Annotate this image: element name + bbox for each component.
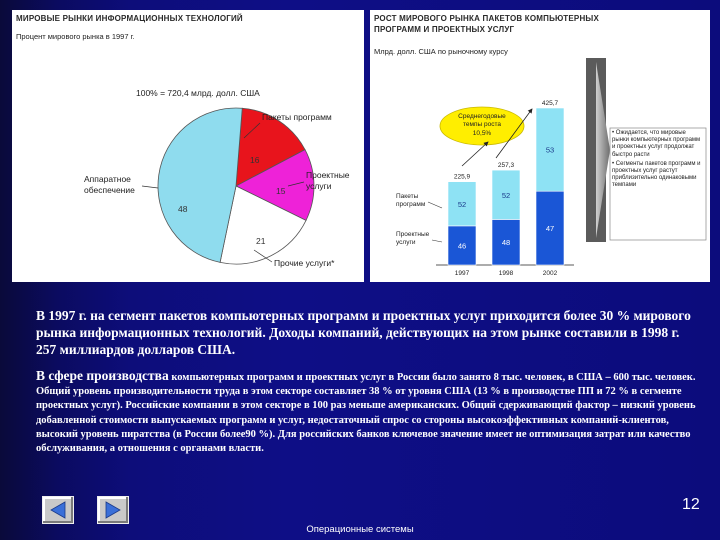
pie-label-software: Пакеты программ <box>262 112 332 122</box>
right-chart-title-2: ПРОГРАММ И ПРОЕКТНЫХ УСЛУГ <box>374 25 515 34</box>
arrow-right-icon <box>98 497 128 523</box>
growth-label-2: темпы роста <box>463 121 501 128</box>
russia-paragraph-body: компьютерных программ и проектных услуг в России было занято 8 тыс. человек, в США – 600 тыс. человек. Общий уровень производительности труда в этом секторе составляет 38 % от уровня США (13 % в производстве ПП и 72 % в сегменте проектных услуг). Российские компании в этом секторе в 100 раз меньше американских. Общий сдерживающий фактор – низкий уровень добавленной стоимости выпускаемых программ и услуг, недостаточный спрос со стороны высокоэффективных компаний-клиентов, высокий уровень пиратства (в России более90 %). Для российских банков ключевое значение имеет не оптимизация затрат или качество обслуживания, а отношения с органами власти. <box>36 372 696 455</box>
pie-label-services-2: услуги <box>306 181 332 191</box>
bar-software-value-1997: 52 <box>457 199 467 209</box>
notes-list <box>612 130 704 190</box>
pie-value-software: 16 <box>250 155 260 165</box>
note-2: • Сегменты пакетов программ и проектных услуг растут приблизительно одинаковыми темпами <box>612 160 701 189</box>
left-chart-title: МИРОВЫЕ РЫНКИ ИНФОРМАЦИОННЫХ ТЕХНОЛОГИЙ <box>16 14 243 23</box>
next-slide-button[interactable] <box>97 496 129 524</box>
legend-software-1: Пакеты <box>396 193 419 200</box>
pie-value-other: 21 <box>256 236 266 246</box>
note-1: • Ожидается, что мировые рынки компьютерных программ и проектных услуг продолжат быстро расти <box>612 130 701 158</box>
footer-title: Операционные системы <box>306 524 414 535</box>
arrow-left-icon <box>43 497 73 523</box>
right-chart-title-1: РОСТ МИРОВОГО РЫНКА ПАКЕТОВ КОМПЬЮТЕРНЫХ <box>374 14 599 23</box>
x-tick-2002: 2002 <box>542 270 558 277</box>
bar-total-2002: 425,7 <box>541 100 559 107</box>
note-1-text: Ожидается, что мировые рынки компьютерных программ и проектных услуг продолжат быстро расти <box>612 130 701 158</box>
growth-value: 10,5% <box>472 130 492 137</box>
growth-label-1: Среднегодовые <box>458 113 506 120</box>
legend-services-1: Проектные <box>396 231 430 238</box>
pie-value-services: 15 <box>276 186 286 196</box>
pie-total-label: 100% = 720,4 млрд. долл. США <box>136 88 260 98</box>
legend-services-2: услуги <box>396 239 416 246</box>
note-2-text: Сегменты пакетов программ и проектных услуг растут приблизительно одинаковыми темпами <box>612 160 701 189</box>
bar-services-value-1998: 48 <box>501 238 511 248</box>
page-number: 12 <box>682 496 700 513</box>
prev-slide-button[interactable] <box>42 496 74 524</box>
market-share-panel <box>12 10 364 282</box>
pie-value-hardware: 48 <box>178 204 188 214</box>
bar-services-value-1997: 46 <box>457 241 467 251</box>
russia-paragraph-lead: В сфере производства <box>36 368 169 383</box>
bar-total-1998: 257,3 <box>497 162 515 170</box>
bar-software-value-2002: 53 <box>545 145 555 155</box>
bar-software-value-1998: 52 <box>501 190 511 200</box>
pie-label-hardware-1: Аппаратное <box>84 174 131 184</box>
market-growth-panel <box>370 10 710 282</box>
pie-label-services-1: Проектные <box>306 170 350 180</box>
pie-label-hardware-2: обеспечение <box>84 185 135 195</box>
bar-total-1997: 225,9 <box>453 173 471 181</box>
x-tick-1997: 1997 <box>454 270 470 277</box>
pie-chart <box>12 10 364 282</box>
legend-software-2: программ <box>396 201 426 208</box>
pie-label-other: Прочие услуги* <box>274 258 335 268</box>
x-tick-1998: 1998 <box>498 270 514 277</box>
right-chart-subtitle: Млрд. долл. США по рыночному курсу <box>374 47 508 56</box>
russia-paragraph <box>36 369 708 456</box>
summary-paragraph: В 1997 г. на сегмент пакетов компьютерных программ и проектных услуг приходится более 30 % мирового рынка информационных технологий. Доходы компаний, действующих на этом рынке составили в 1998 г. 257 миллиардов долларов США. <box>36 308 691 357</box>
left-chart-subtitle: Процент мирового рынка в 1997 г. <box>16 32 135 41</box>
bar-services-value-2002: 47 <box>545 224 555 234</box>
